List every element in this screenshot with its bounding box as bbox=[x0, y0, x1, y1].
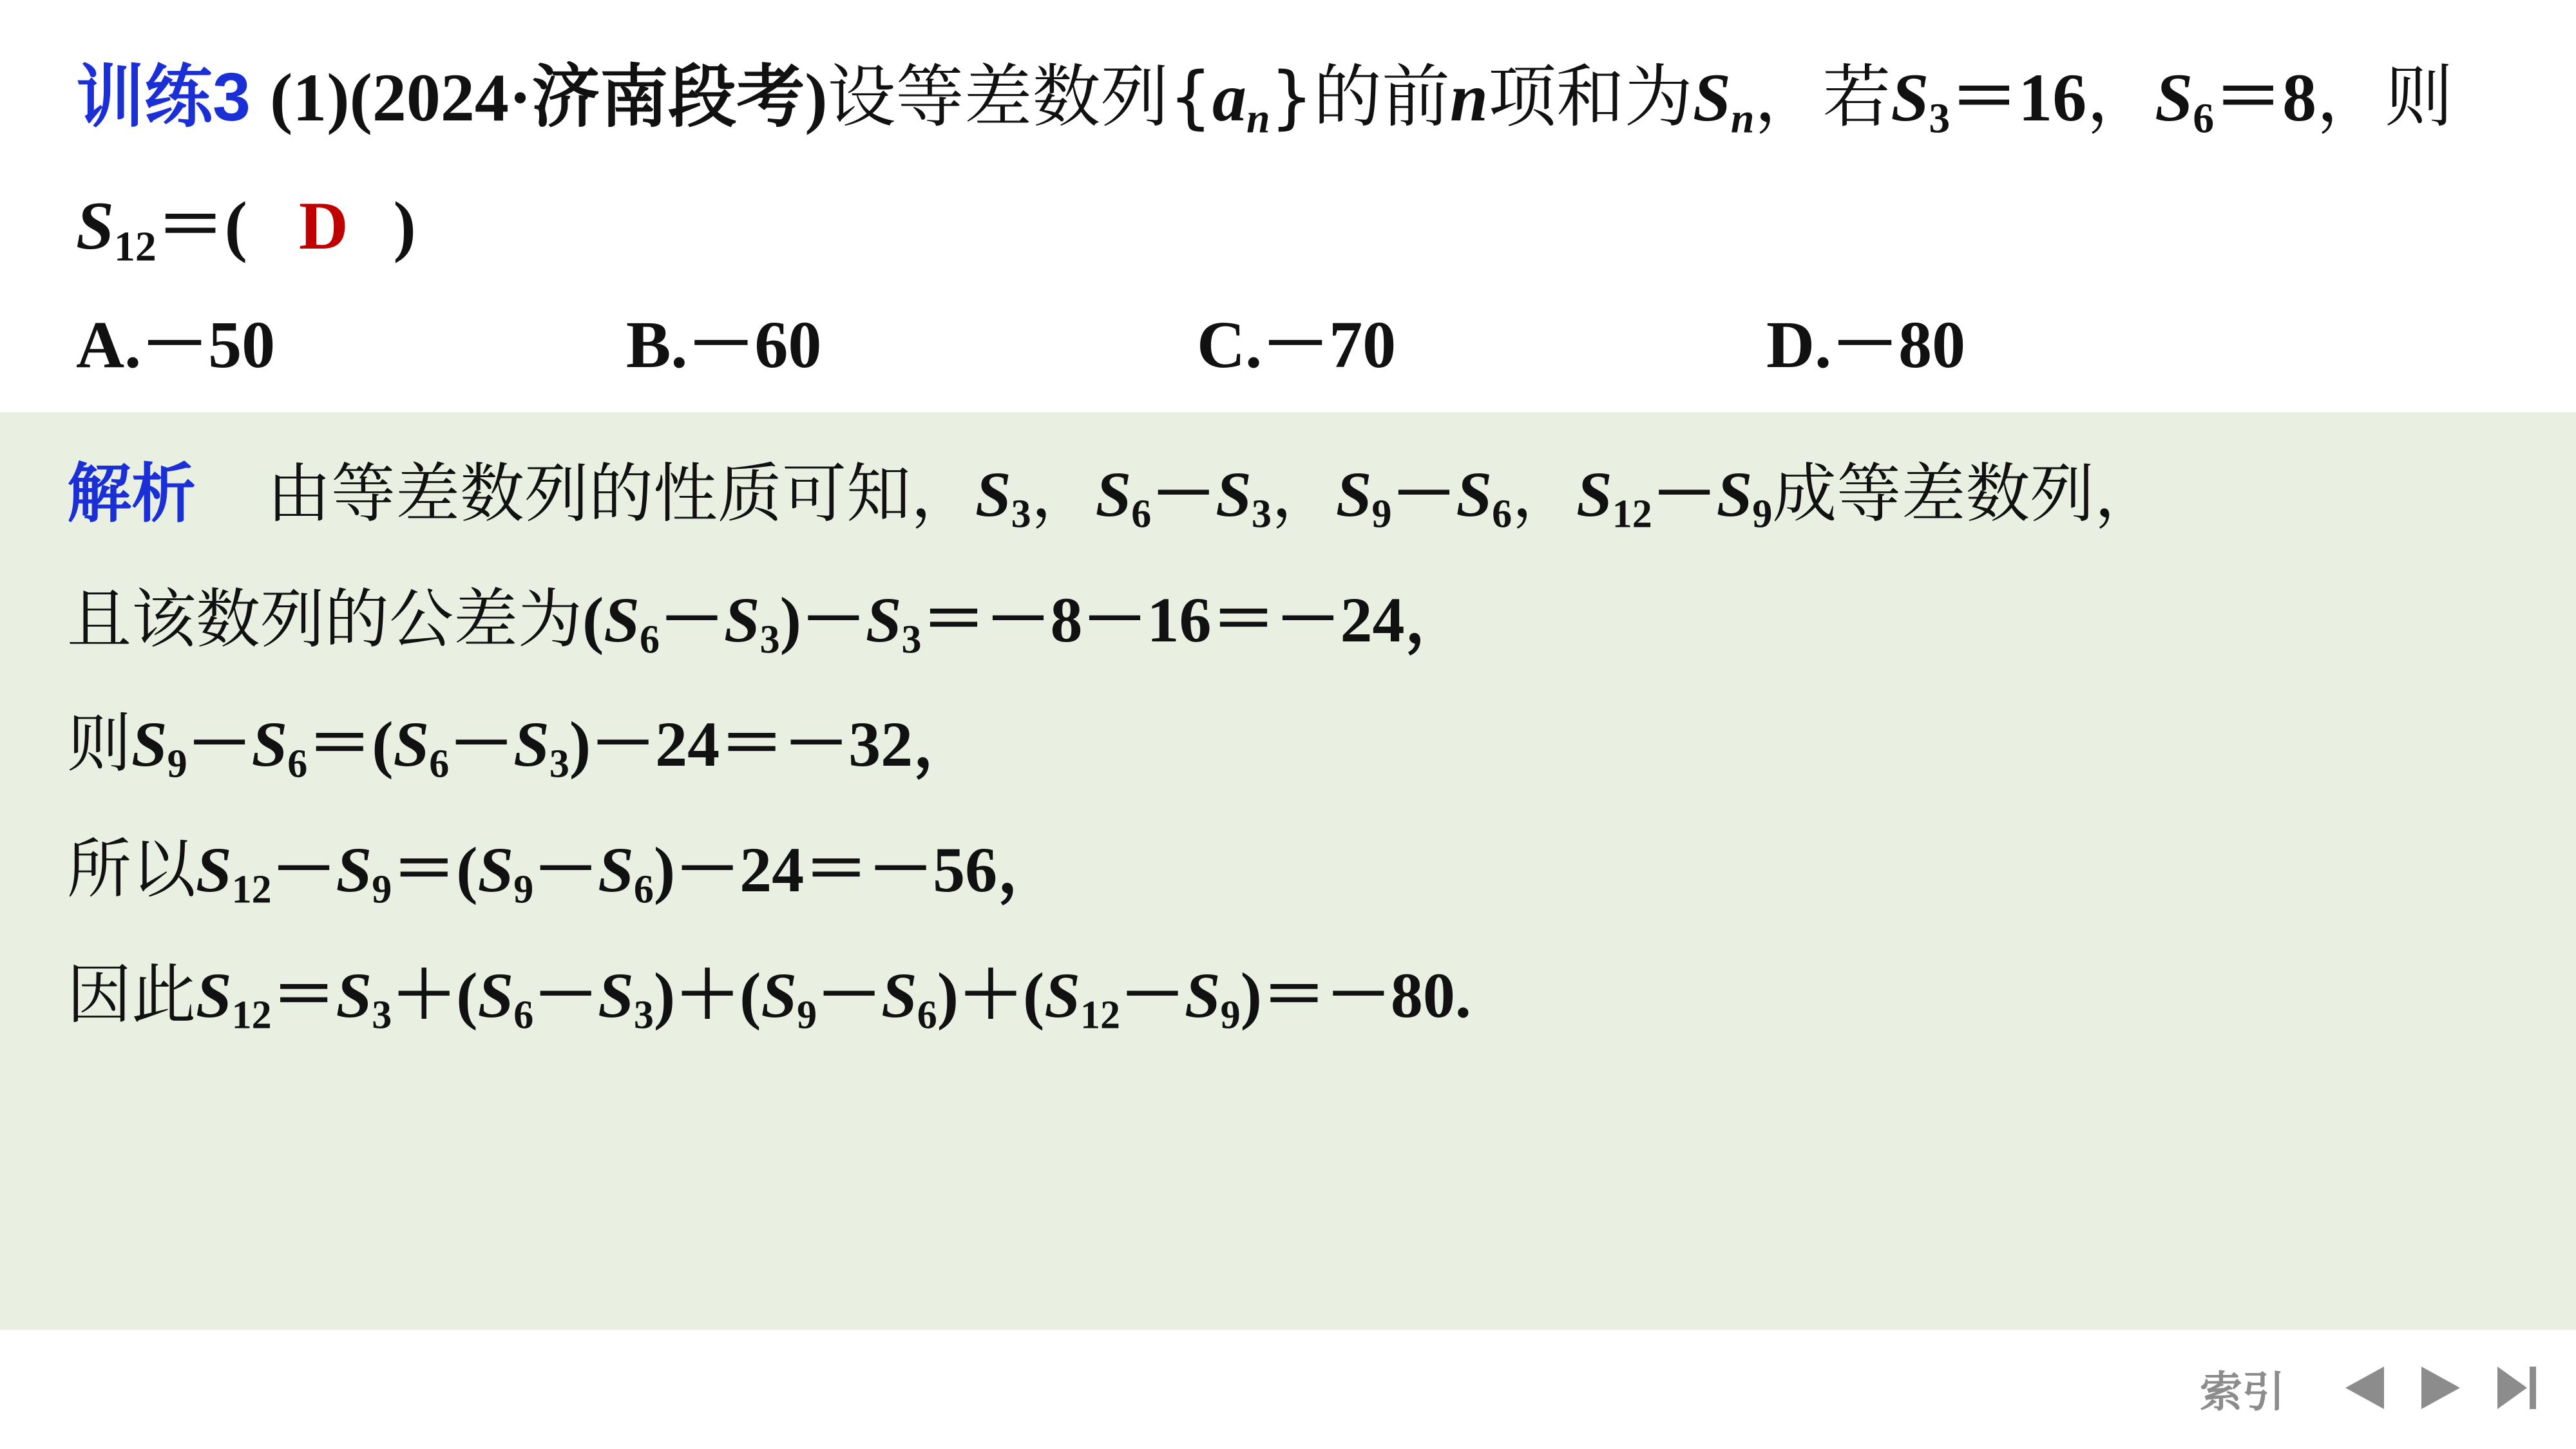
question-line-1: 训练3 (1)(2024·济南段考)设等差数列$\{a_n\}$的前n项和为$S_n$，若$S_3=16$，$S_6=8$，则 bbox=[76, 57, 2454, 142]
answer-choice: D bbox=[298, 188, 348, 263]
triangle-right-icon[interactable] bbox=[2419, 1364, 2463, 1412]
question-line-2: $S_{12}=$( D ) bbox=[76, 188, 416, 270]
option-d: D.－80 bbox=[1766, 308, 1966, 382]
analysis-line-4: 所以$S_{12}-S_9=(S_9-S_6)-24=-56$， bbox=[67, 831, 1062, 912]
option-b: B.－60 bbox=[626, 308, 822, 382]
analysis-label: 解析 bbox=[67, 458, 196, 530]
analysis-line-5: 因此$S_{12}=S_3+(S_6-S_3)+(S_9-S_6)+(S_{12}-S_9)=-80$. bbox=[67, 957, 1471, 1037]
exercise-tag: 训练3 bbox=[76, 59, 251, 135]
skip-to-end-icon[interactable] bbox=[2495, 1364, 2539, 1412]
analysis-panel bbox=[0, 412, 2576, 1330]
analysis-line-2: 且该数列的公差为$(S_6-S_3)-S_3=-8-16=-24$， bbox=[67, 582, 1469, 662]
analysis-line-1: 解析 由等差数列的性质可知，$S_3$，$S_6-S_3$，$S_9-S_6$，$S_{12}-S_9$成等差数列， bbox=[67, 456, 2159, 536]
triangle-left-icon[interactable] bbox=[2343, 1364, 2387, 1412]
analysis-line-3: 则$S_9-S_6=(S_6-S_3)-24=-32$， bbox=[67, 706, 978, 786]
question-part: (1) bbox=[269, 60, 350, 135]
slide-navigation bbox=[2200, 1352, 2539, 1423]
option-a: A.－50 bbox=[76, 308, 276, 382]
index-link[interactable]: 索引 bbox=[2200, 1367, 2285, 1417]
question-source: (2024·济南段考) bbox=[349, 60, 828, 135]
option-c: C.－70 bbox=[1197, 308, 1397, 382]
